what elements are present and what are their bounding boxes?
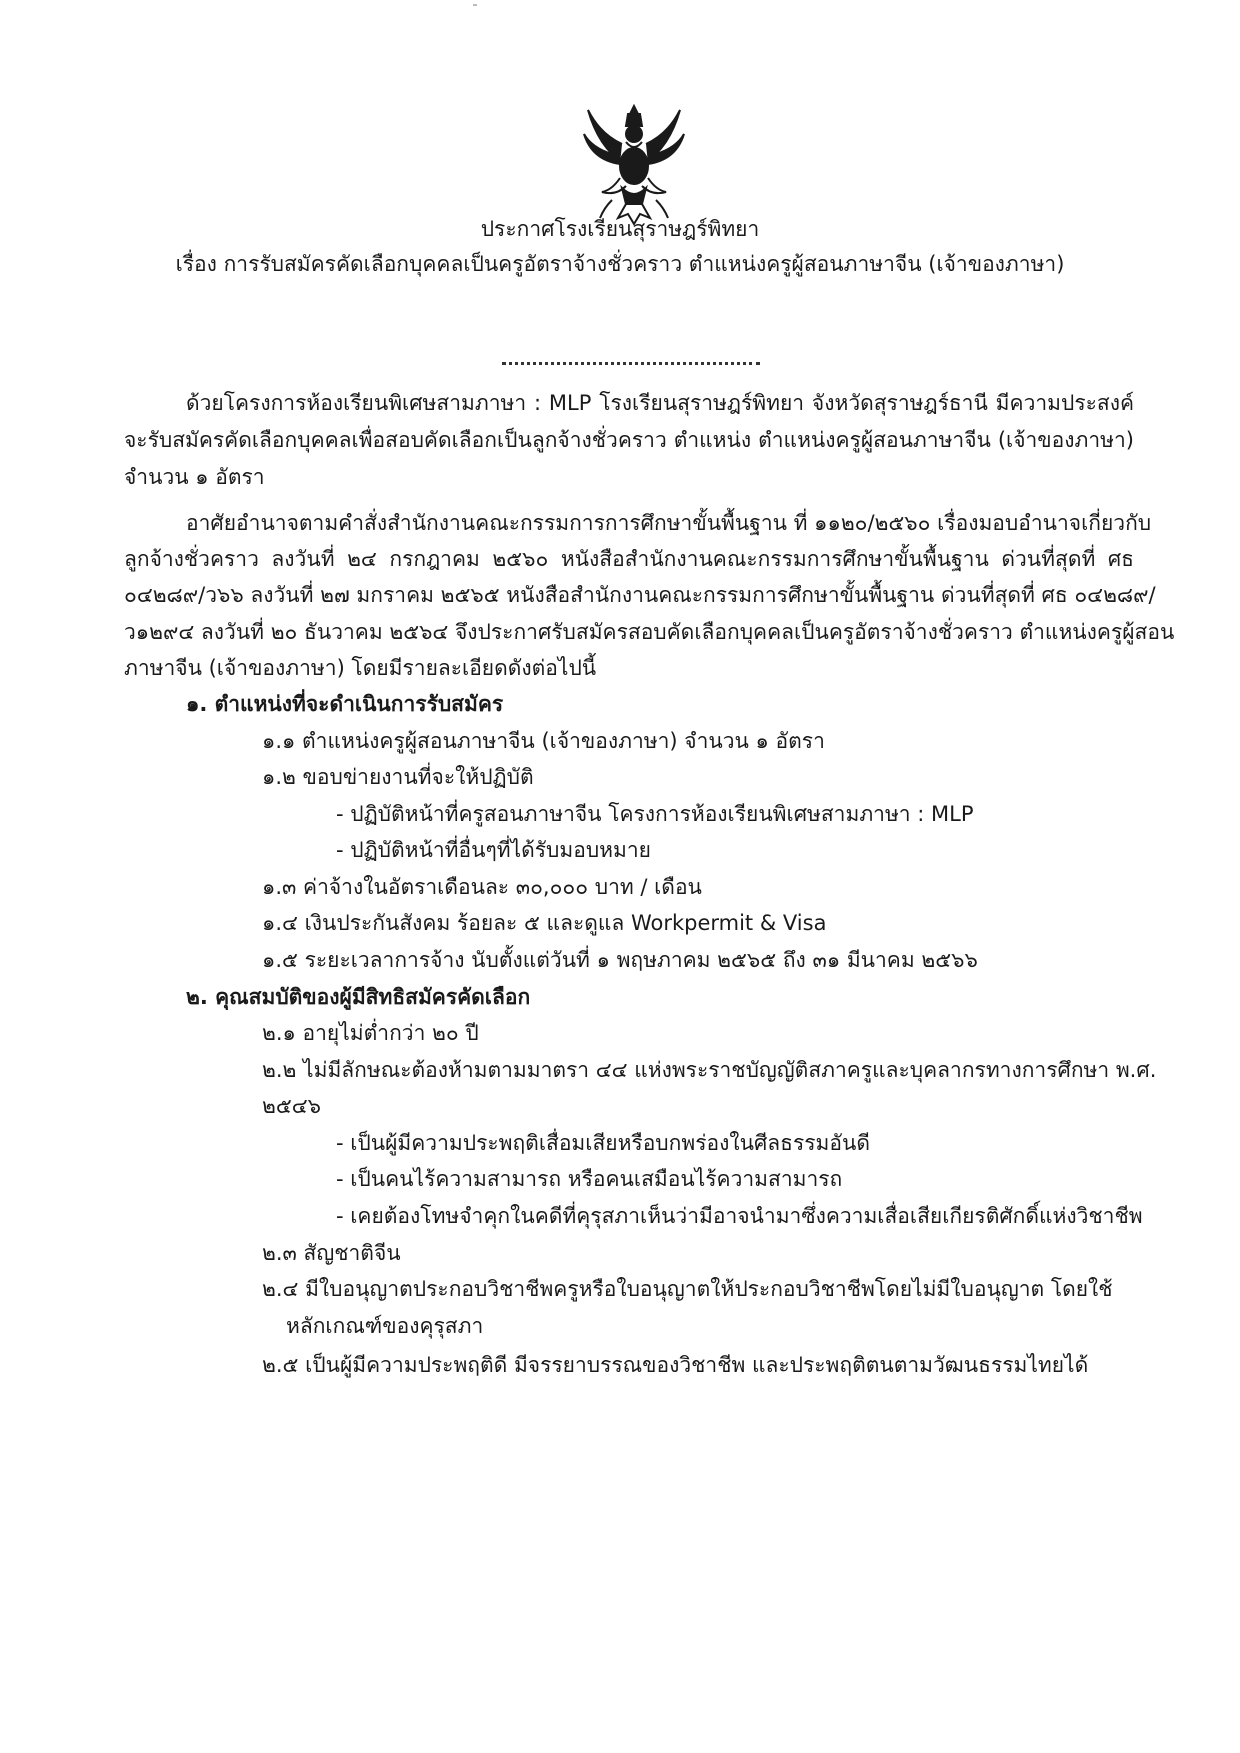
announcement-subject: เรื่อง การรับสมัครคัดเลือกบุคคลเป็นครูอัตราจ้างชั่วคราว ตำแหน่งครูผู้สอนภาษาจีน (เจ้าของภาษา): [175, 252, 1065, 276]
item-1-3: ๑.๓ ค่าจ้างในอัตราเดือนละ ๓๐,๐๐๐ บาท / เดือน: [262, 875, 702, 899]
intro-line-1: ด้วยโครงการห้องเรียนพิเศษสามภาษา : MLP โรงเรียนสุราษฎร์พิทยา จังหวัดสุราษฎร์ธานี มีความประสงค์: [186, 391, 1134, 415]
section-2-heading: ๒. คุณสมบัติของผู้มีสิทธิสมัครคัดเลือก: [186, 985, 531, 1009]
item-1-1: ๑.๑ ตำแหน่งครูผู้สอนภาษาจีน (เจ้าของภาษา) จำนวน ๑ อัตรา: [262, 729, 825, 753]
authority-line-2: ลูกจ้างชั่วคราว ลงวันที่ ๒๔ กรกฎาคม ๒๕๖๐ หนังสือสำนักงานคณะกรรมการศึกษาขั้นพื้นฐาน ด่วนที่สุดที่ ศธ: [124, 547, 1134, 571]
item-2-2-continued: ๒๕๔๖: [262, 1094, 321, 1118]
item-1-2-b: - ปฏิบัติหน้าที่อื่นๆที่ได้รับมอบหมาย: [336, 838, 651, 862]
item-1-2-a: - ปฏิบัติหน้าที่ครูสอนภาษาจีน โครงการห้องเรียนพิเศษสามภาษา : MLP: [336, 802, 974, 826]
item-2-2-a: - เป็นผู้มีความประพฤติเสื่อมเสียหรือบกพร่องในศีลธรรมอันดี: [336, 1131, 870, 1155]
item-2-4: ๒.๔ มีใบอนุญาตประกอบวิชาชีพครูหรือใบอนุญาตให้ประกอบวิชาชีพโดยไม่มีใบอนุญาต โดยใช้: [262, 1277, 1113, 1301]
scan-mark: [473, 4, 477, 6]
item-2-5: ๒.๕ เป็นผู้มีความประพฤติดี มีจรรยาบรรณของวิชาชีพ และประพฤติตนตามวัฒนธรรมไทยได้: [262, 1353, 1089, 1377]
item-1-4: ๑.๔ เงินประกันสังคม ร้อยละ ๕ และดูแล Workpermit & Visa: [262, 911, 827, 935]
item-2-1: ๒.๑ อายุไม่ต่ำกว่า ๒๐ ปี: [262, 1021, 479, 1045]
authority-line-5: ภาษาจีน (เจ้าของภาษา) โดยมีรายละเอียดดังต่อไปนี้: [124, 656, 597, 680]
item-2-2: ๒.๒ ไม่มีลักษณะต้องห้ามตามมาตรา ๔๔ แห่งพระราชบัญญัติสภาครูและบุคลากรทางการศึกษา พ.ศ.: [262, 1058, 1157, 1082]
authority-line-4: ว๑๒๙๔ ลงวันที่ ๒๐ ธันวาคม ๒๕๖๔ จึงประกาศรับสมัครสอบคัดเลือกบุคคลเป็นครูอัตราจ้างชั่วคราว ตำแหน่งครูผู้สอน: [124, 620, 1175, 644]
section-1-heading: ๑. ตำแหน่งที่จะดำเนินการรับสมัคร: [186, 692, 504, 716]
item-2-3: ๒.๓ สัญชาติจีน: [262, 1241, 401, 1265]
item-1-5: ๑.๕ ระยะเวลาการจ้าง นับตั้งแต่วันที่ ๑ พฤษภาคม ๒๕๖๕ ถึง ๓๑ มีนาคม ๒๕๖๖: [262, 948, 978, 972]
title-divider: [502, 362, 760, 365]
item-1-2: ๑.๒ ขอบข่ายงานที่จะให้ปฏิบัติ: [262, 765, 534, 789]
intro-line-2: จะรับสมัครคัดเลือกบุคคลเพื่อสอบคัดเลือกเป็นลูกจ้างชั่วคราว ตำแหน่ง ตำแหน่งครูผู้สอนภาษาจีน (เจ้าของภาษา): [124, 428, 1134, 452]
item-2-2-b: - เป็นคนไร้ความสามารถ หรือคนเสมือนไร้ความสามารถ: [336, 1167, 843, 1191]
item-2-4-continued: หลักเกณฑ์ของคุรุสภา: [286, 1314, 484, 1338]
announcement-title: ประกาศโรงเรียนสุราษฎร์พิทยา: [480, 217, 760, 241]
authority-line-1: อาศัยอำนาจตามคำสั่งสำนักงานคณะกรรมการการศึกษาขั้นพื้นฐาน ที่ ๑๑๒๐/๒๕๖๐ เรื่องมอบอำนาจเกี่ยวกับ: [186, 511, 1152, 535]
garuda-emblem-icon: [582, 104, 686, 228]
intro-line-3: จำนวน ๑ อัตรา: [124, 465, 265, 489]
item-2-2-c: - เคยต้องโทษจำคุกในคดีที่คุรุสภาเห็นว่ามีอาจนำมาซึ่งความเสื่อเสียเกียรติศักดิ์แห่งวิชาชีพ: [336, 1204, 1143, 1228]
authority-line-3: ๐๔๒๘๙/ว๖๖ ลงวันที่ ๒๗ มกราคม ๒๕๖๕ หนังสือสำนักงานคณะกรรมการศึกษาขั้นพื้นฐาน ด่วนที่สุดที่ ศธ ๐๔๒๘๙/: [124, 583, 1156, 607]
